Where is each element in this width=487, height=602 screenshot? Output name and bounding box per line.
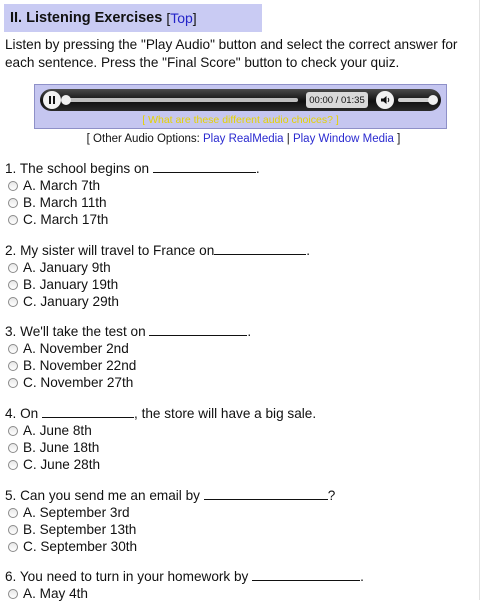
stem-text: 1. The school begins on bbox=[5, 161, 153, 176]
stem-text-end: . bbox=[247, 324, 252, 339]
option-label: A. March 7th bbox=[23, 178, 101, 193]
top-link-open-bracket: [ bbox=[166, 10, 171, 26]
option-label: A. January 9th bbox=[23, 260, 111, 275]
speaker-icon bbox=[380, 95, 391, 105]
answer-blank bbox=[149, 322, 247, 336]
option-label: C. June 28th bbox=[23, 457, 101, 472]
radio-button[interactable] bbox=[8, 426, 18, 436]
answer-option[interactable] bbox=[5, 456, 316, 473]
radio-button[interactable] bbox=[8, 344, 18, 354]
top-link[interactable]: Top bbox=[170, 10, 193, 26]
answer-option[interactable] bbox=[5, 422, 316, 439]
question-3 bbox=[5, 322, 251, 391]
question-stem bbox=[5, 486, 335, 504]
volume-button[interactable] bbox=[376, 91, 394, 109]
stem-text-end: ? bbox=[327, 488, 336, 503]
option-label: A. June 8th bbox=[23, 423, 92, 438]
top-link-close-bracket: ] bbox=[192, 10, 197, 26]
top-link-wrapper bbox=[166, 10, 196, 26]
answer-blank bbox=[214, 241, 306, 255]
answer-option[interactable] bbox=[5, 340, 251, 357]
play-realmedia-link[interactable]: Play RealMedia bbox=[203, 133, 284, 145]
progress-scrubber[interactable] bbox=[61, 95, 71, 105]
radio-button[interactable] bbox=[8, 181, 18, 191]
audio-player bbox=[34, 84, 447, 129]
section-header bbox=[4, 4, 262, 32]
option-label: B. November 22nd bbox=[23, 358, 137, 373]
answer-option[interactable] bbox=[5, 357, 251, 374]
question-stem bbox=[5, 567, 364, 585]
radio-button[interactable] bbox=[8, 361, 18, 371]
option-label: B. January 19th bbox=[23, 277, 119, 292]
option-label: A. May 4th bbox=[23, 586, 88, 601]
pause-button[interactable] bbox=[43, 91, 61, 109]
answer-option[interactable] bbox=[5, 259, 310, 276]
radio-button[interactable] bbox=[8, 542, 18, 552]
option-label: B. September 13th bbox=[23, 522, 137, 537]
radio-button[interactable] bbox=[8, 460, 18, 470]
stem-text: 2. My sister will travel to France on bbox=[5, 243, 215, 258]
question-1 bbox=[5, 159, 260, 228]
radio-button[interactable] bbox=[8, 378, 18, 388]
radio-button[interactable] bbox=[8, 508, 18, 518]
question-6 bbox=[5, 567, 364, 602]
other-audio-options bbox=[0, 133, 487, 145]
stem-text: 4. On bbox=[5, 406, 43, 421]
radio-button[interactable] bbox=[8, 263, 18, 273]
answer-option[interactable] bbox=[5, 276, 310, 293]
radio-button[interactable] bbox=[8, 280, 18, 290]
player-controls-bar bbox=[40, 89, 441, 111]
option-label: C. November 27th bbox=[23, 375, 134, 390]
other-options-prefix: [ Other Audio Options: bbox=[86, 133, 204, 145]
option-label: A. November 2nd bbox=[23, 341, 129, 356]
instructions-text: Listen by pressing the "Play Audio" button and select the correct answer for each sentence. Press the "Final Score" button to check your quiz. bbox=[5, 37, 458, 70]
section-title: II. Listening Exercises bbox=[10, 10, 163, 26]
option-label: C. September 30th bbox=[23, 539, 138, 554]
answer-option[interactable] bbox=[5, 293, 310, 310]
answer-blank bbox=[42, 404, 134, 418]
option-label: B. June 18th bbox=[23, 440, 100, 455]
answer-blank bbox=[153, 159, 256, 173]
option-label: C. January 29th bbox=[23, 294, 119, 309]
progress-track[interactable] bbox=[66, 98, 298, 102]
radio-button[interactable] bbox=[8, 525, 18, 535]
other-options-suffix: ] bbox=[393, 133, 401, 145]
question-2 bbox=[5, 241, 310, 310]
stem-text-end: . bbox=[255, 161, 260, 176]
pause-icon bbox=[48, 96, 56, 104]
answer-option[interactable] bbox=[5, 211, 260, 228]
stem-text-end: . bbox=[360, 569, 364, 584]
stem-text-end: , the store will have a big sale. bbox=[134, 406, 317, 421]
answer-option[interactable] bbox=[5, 504, 335, 521]
page-right-edge bbox=[479, 0, 487, 600]
question-stem bbox=[5, 322, 251, 340]
answer-option[interactable] bbox=[5, 585, 364, 602]
audio-choices-link-row bbox=[35, 114, 446, 126]
answer-blank bbox=[252, 567, 360, 581]
option-label: A. September 3rd bbox=[23, 505, 130, 520]
stem-text: 3. We'll take the test on bbox=[5, 324, 150, 339]
answer-option[interactable] bbox=[5, 374, 251, 391]
audio-choices-link[interactable]: [ What are these different audio choices? ] bbox=[142, 114, 339, 126]
answer-option[interactable] bbox=[5, 439, 316, 456]
stem-text: 5. Can you send me an email by bbox=[5, 488, 204, 503]
answer-blank bbox=[204, 486, 328, 500]
stem-text-end: . bbox=[306, 243, 311, 258]
question-stem bbox=[5, 404, 316, 422]
radio-button[interactable] bbox=[8, 297, 18, 307]
answer-option[interactable] bbox=[5, 177, 260, 194]
play-windowmedia-link[interactable]: Play Window Media bbox=[292, 133, 394, 145]
other-options-separator: | bbox=[283, 133, 293, 145]
stem-text: 6. You need to turn in your homework by bbox=[5, 569, 253, 584]
answer-option[interactable] bbox=[5, 521, 335, 538]
answer-option[interactable] bbox=[5, 194, 260, 211]
option-label: B. March 11th bbox=[23, 195, 107, 210]
question-5 bbox=[5, 486, 335, 555]
radio-button[interactable] bbox=[8, 215, 18, 225]
radio-button[interactable] bbox=[8, 198, 18, 208]
question-4 bbox=[5, 404, 316, 473]
radio-button[interactable] bbox=[8, 443, 18, 453]
option-label: C. March 17th bbox=[23, 212, 109, 227]
radio-button[interactable] bbox=[8, 589, 18, 599]
answer-option[interactable] bbox=[5, 538, 335, 555]
volume-scrubber[interactable] bbox=[428, 95, 438, 105]
question-stem bbox=[5, 241, 310, 259]
time-display: 00:00 / 01:35 bbox=[306, 92, 368, 108]
question-stem bbox=[5, 159, 260, 177]
